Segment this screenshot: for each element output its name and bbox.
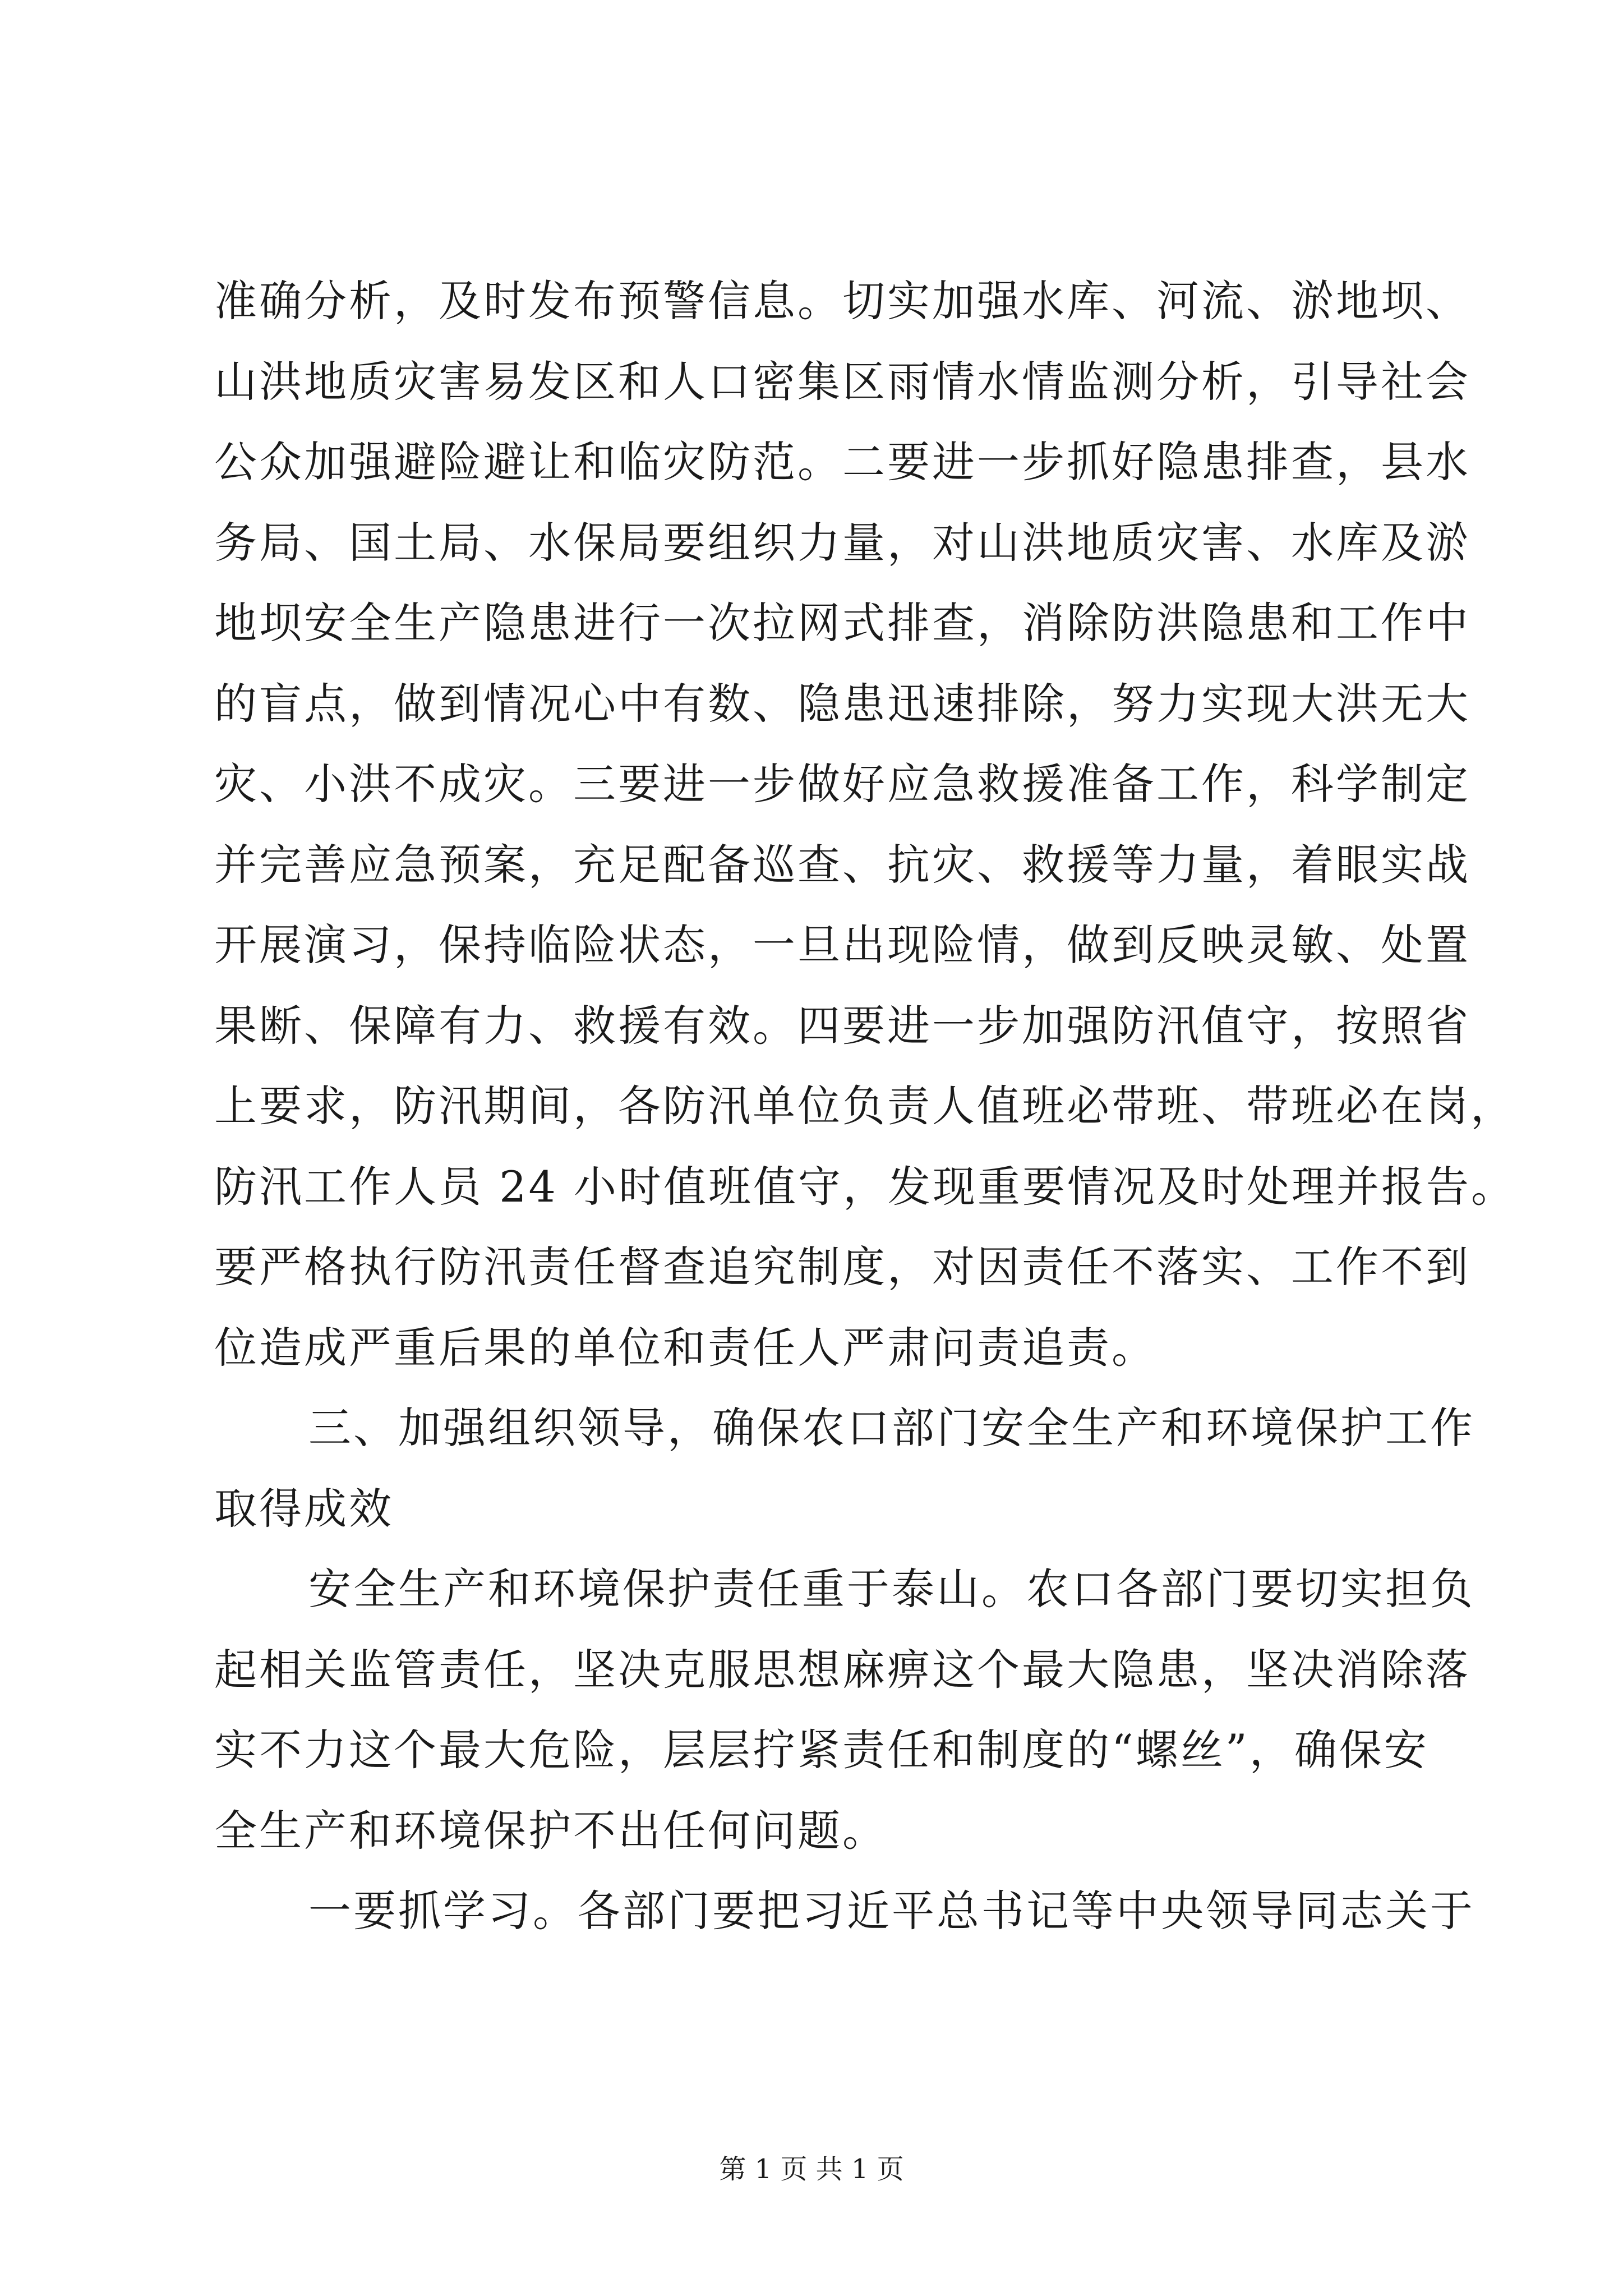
paragraph-line: 公众加强避险避让和临灾防范。二要进一步抓好隐患排查，县水 xyxy=(214,437,1470,487)
paragraph-line: 三、加强组织领导，确保农口部门安全生产和环境保护工作 xyxy=(308,1403,1475,1453)
paragraph-line: 上要求，防汛期间，各防汛单位负责人值班必带班、带班必在岗， xyxy=(214,1081,1515,1131)
paragraph-line: 的盲点，做到情况心中有数、隐患迅速排除，努力实现大洪无大 xyxy=(214,678,1470,729)
page-footer: 第 1 页 共 1 页 xyxy=(719,2154,904,2185)
paragraph-line: 开展演习，保持临险状态，一旦出现险情，做到反映灵敏、处置 xyxy=(214,920,1470,970)
paragraph-line: 取得成效 xyxy=(214,1483,394,1534)
paragraph-line: 安全生产和环境保护责任重于泰山。农口各部门要切实担负 xyxy=(308,1564,1475,1614)
paragraph-line: 一要抓学习。各部门要把习近平总书记等中央领导同志关于 xyxy=(308,1886,1475,1936)
paragraph-line: 灾、小洪不成灾。三要进一步做好应急救援准备工作，科学制定 xyxy=(214,759,1470,809)
paragraph-line: 地坝安全生产隐患进行一次拉网式排查，消除防洪隐患和工作中 xyxy=(214,598,1470,648)
paragraph-line: 果断、保障有力、救援有效。四要进一步加强防汛值守，按照省 xyxy=(214,1000,1470,1051)
paragraph-line: 要严格执行防汛责任督查追究制度，对因责任不落实、工作不到 xyxy=(214,1242,1470,1292)
paragraph-line: 起相关监管责任，坚决克服思想麻痹这个最大隐患，坚决消除落 xyxy=(214,1644,1470,1695)
document-body xyxy=(214,261,1516,1952)
paragraph-line: 务局、国土局、水保局要组织力量，对山洪地质灾害、水库及淤 xyxy=(214,517,1470,568)
paragraph-line: 准确分析，及时发布预警信息。切实加强水库、河流、淤地坝、 xyxy=(214,276,1470,326)
paragraph-line: 并完善应急预案，充足配备巡查、抗灾、救援等力量，着眼实战 xyxy=(214,839,1470,890)
paragraph-line: 位造成严重后果的单位和责任人严肃问责追责。 xyxy=(214,1322,1156,1373)
paragraph-line: 山洪地质灾害易发区和人口密集区雨情水情监测分析，引导社会 xyxy=(214,356,1470,407)
paragraph-line: 防汛工作人员 24 小时值班值守，发现重要情况及时处理并报告。 xyxy=(214,1161,1516,1212)
paragraph-line: 实不力这个最大危险，层层拧紧责任和制度的“螺丝”，确保安 xyxy=(214,1725,1429,1775)
paragraph-line: 全生产和环境保护不出任何问题。 xyxy=(214,1805,887,1856)
